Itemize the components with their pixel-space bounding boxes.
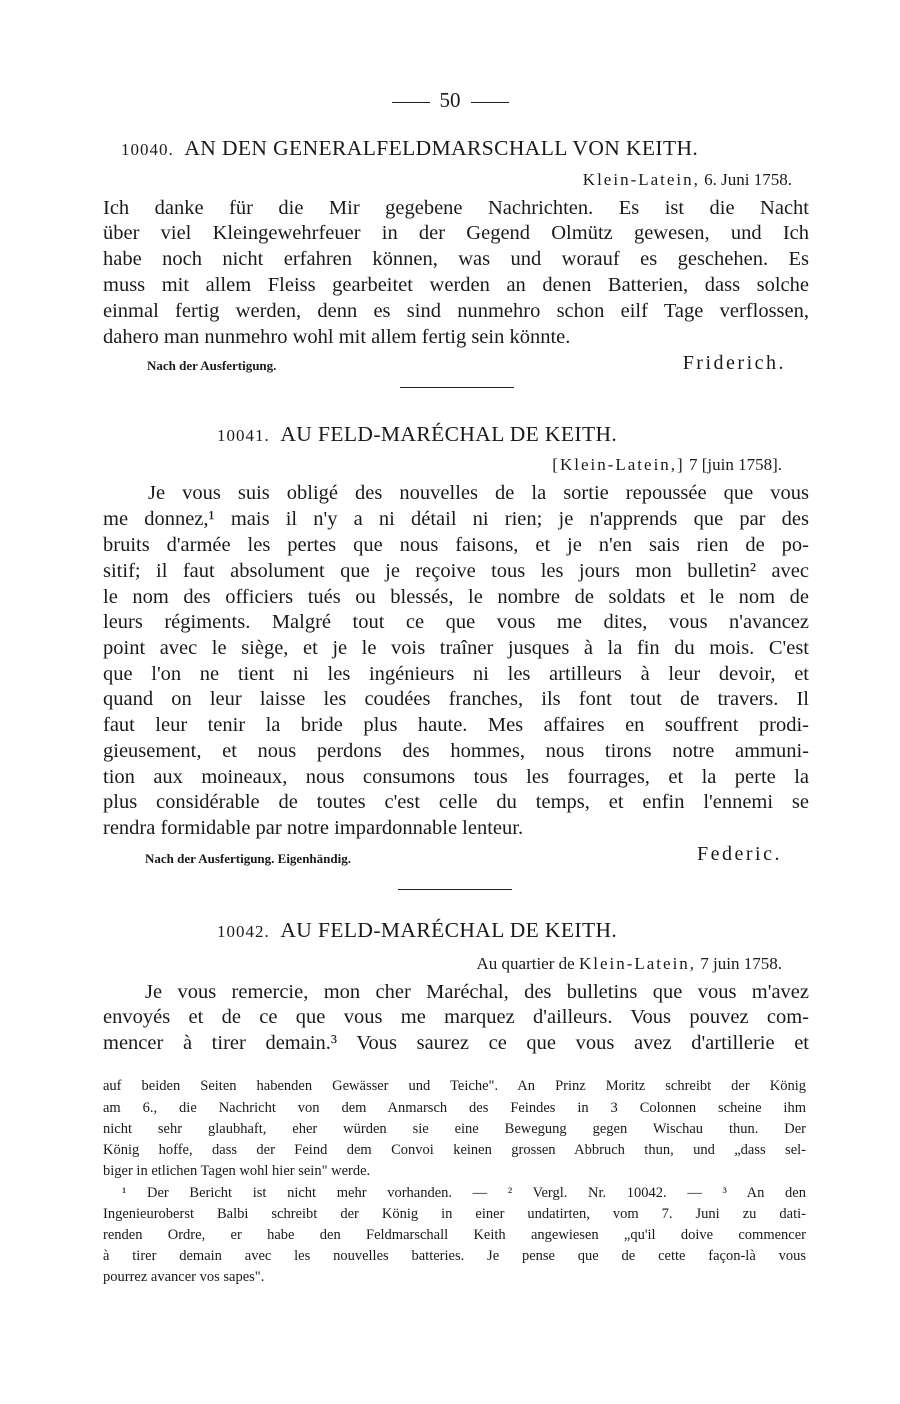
letter-line: Je vous remercie, mon cher Maréchal, des bulletins que vous m'avez bbox=[145, 981, 809, 1003]
letter-line: habe noch nicht erfahren können, was und worauf es geschehen. Es bbox=[103, 248, 809, 270]
letter-line: leurs régiments. Malgré tout ce que vous me dites, vous n'avancez bbox=[103, 611, 809, 633]
letter-heading bbox=[121, 136, 698, 161]
letter-line: que l'on ne tient ni les ingénieurs ni les artilleurs à leur devoir, et bbox=[103, 663, 809, 685]
letter-heading bbox=[217, 422, 617, 447]
footnote-line: biger in etlichen Tagen wohl hier sein" werde. bbox=[103, 1163, 371, 1179]
letter-number: 10040. bbox=[121, 140, 174, 159]
letter-line: me donnez,¹ mais il n'y a ni détail ni rien; je n'apprends que par des bbox=[103, 508, 809, 530]
letter-dateline bbox=[477, 954, 783, 974]
letter-line: dahero man nunmehro wohl mit allem fertig sein könnte. bbox=[103, 326, 571, 348]
page-number-dash-left bbox=[392, 102, 430, 103]
letter-place: Klein-Latein, bbox=[582, 170, 700, 189]
letter-source: Nach der Ausfertigung. bbox=[147, 358, 277, 373]
letter-line: muss mit allem Fleiss gearbeitet werden an denen Batterien, dass solche bbox=[103, 274, 809, 296]
letter-line: gieusement, et nous perdons des hommes, nous tirons notre ammuni- bbox=[103, 740, 809, 762]
letter-heading bbox=[217, 918, 617, 943]
letter-signature: Federic. bbox=[697, 843, 782, 865]
letter-date: 7 juin 1758. bbox=[700, 954, 782, 973]
letter-line: quand on leur laisse les coudées franches, ils font tout de travers. Il bbox=[103, 688, 809, 710]
footnote-line: König hoffe, dass der Feind dem Convoi keinen grossen Abbruch thun, und „dass sel- bbox=[103, 1142, 806, 1158]
letter-number: 10041. bbox=[217, 426, 270, 445]
letter-signature: Friderich. bbox=[682, 352, 786, 374]
letter-line: plus considérable de toutes c'est celle du temps, et enfin l'ennemi se bbox=[103, 791, 809, 813]
footnote-line: ¹ Der Bericht ist nicht mehr vorhanden. — ² Vergl. Nr. 10042. — ³ An den bbox=[122, 1185, 806, 1201]
footnote-line: Ingenieuroberst Balbi schreibt der König in einer undatirten, vom 7. Juni zu dati- bbox=[103, 1206, 806, 1222]
page-number bbox=[0, 88, 900, 113]
letter-number: 10042. bbox=[217, 922, 270, 941]
letter-place: Klein-Latein, bbox=[578, 954, 697, 973]
letter-date: 6. Juni 1758. bbox=[704, 170, 792, 189]
letter-line: mencer à tirer demain.³ Vous saurez ce que vous avez d'artillerie et bbox=[103, 1032, 809, 1054]
letter-line: tion aux moineaux, nous consumons tous les fourrages, et la perte la bbox=[103, 766, 809, 788]
section-divider bbox=[400, 387, 514, 388]
letter-line: rendra formidable par notre impardonnable lenteur. bbox=[103, 817, 524, 839]
letter-line: envoyés et de ce que vous me marquez d'ailleurs. Vous pouvez com- bbox=[103, 1006, 809, 1028]
letter-line: Je vous suis obligé des nouvelles de la sortie repoussée que vous bbox=[148, 482, 809, 504]
footnote-line: am 6., die Nachricht von dem Anmarsch des Feindes in 3 Colonnen scheine ihm bbox=[103, 1100, 806, 1116]
footnote-line: renden Ordre, er habe den Feldmarschall Keith angewiesen „qu'il doive commencer bbox=[103, 1227, 806, 1243]
letter-line: faut leur tenir la bride plus haute. Mes affaires en souffrent prodi- bbox=[103, 714, 809, 736]
letter-source: Nach der Ausfertigung. Eigenhändig. bbox=[145, 851, 351, 866]
letter-dateline bbox=[583, 170, 792, 190]
letter-date: 7 [juin 1758]. bbox=[688, 455, 782, 474]
page-number-dash-right bbox=[471, 102, 509, 103]
letter-title: AN DEN GENERALFELDMARSCHALL VON KEITH. bbox=[184, 136, 699, 160]
footnote-line: pourrez avancer vos sapes". bbox=[103, 1269, 265, 1285]
letter-line: über viel Kleingewehrfeuer in der Gegend Olmütz gewesen, und Ich bbox=[103, 222, 809, 244]
letter-place: [Klein-Latein,] bbox=[552, 455, 685, 474]
letter-line: Ich danke für die Mir gegebene Nachrichten. Es ist die Nacht bbox=[103, 197, 809, 219]
footnote-line: à tirer demain avec les nouvelles batteries. Je pense que de cette façon-là vous bbox=[103, 1248, 806, 1264]
section-divider bbox=[398, 889, 512, 890]
footnote-line: auf beiden Seiten habenden Gewässer und Teiche". An Prinz Moritz schreibt der König bbox=[103, 1078, 806, 1094]
letter-line: einmal fertig werden, denn es sind nunmehro schon eilf Tage verflossen, bbox=[103, 300, 809, 322]
letter-place-prefix: Au quartier de bbox=[476, 954, 575, 973]
letter-title: AU FELD-MARÉCHAL DE KEITH. bbox=[280, 918, 618, 942]
page-number-text: 50 bbox=[439, 88, 461, 112]
letter-line: sitif; il faut absolument que je reçoive tous les jours mon bulletin² avec bbox=[103, 560, 809, 582]
letter-line: le nom des officiers tués ou blessés, le nombre de soldats et le nom de bbox=[103, 586, 809, 608]
footnote-line: nicht sehr glaubhaft, eher würden sie eine Bewegung gegen Wischau thun. Der bbox=[103, 1121, 806, 1137]
letter-line: bruits d'armée les pertes que nous faisons, et je n'en sais rien de po- bbox=[103, 534, 809, 556]
letter-title: AU FELD-MARÉCHAL DE KEITH. bbox=[280, 422, 618, 446]
letter-dateline bbox=[552, 455, 782, 475]
letter-line: point avec le siège, et je le vois traîner jusques à la fin du mois. C'est bbox=[103, 637, 809, 659]
